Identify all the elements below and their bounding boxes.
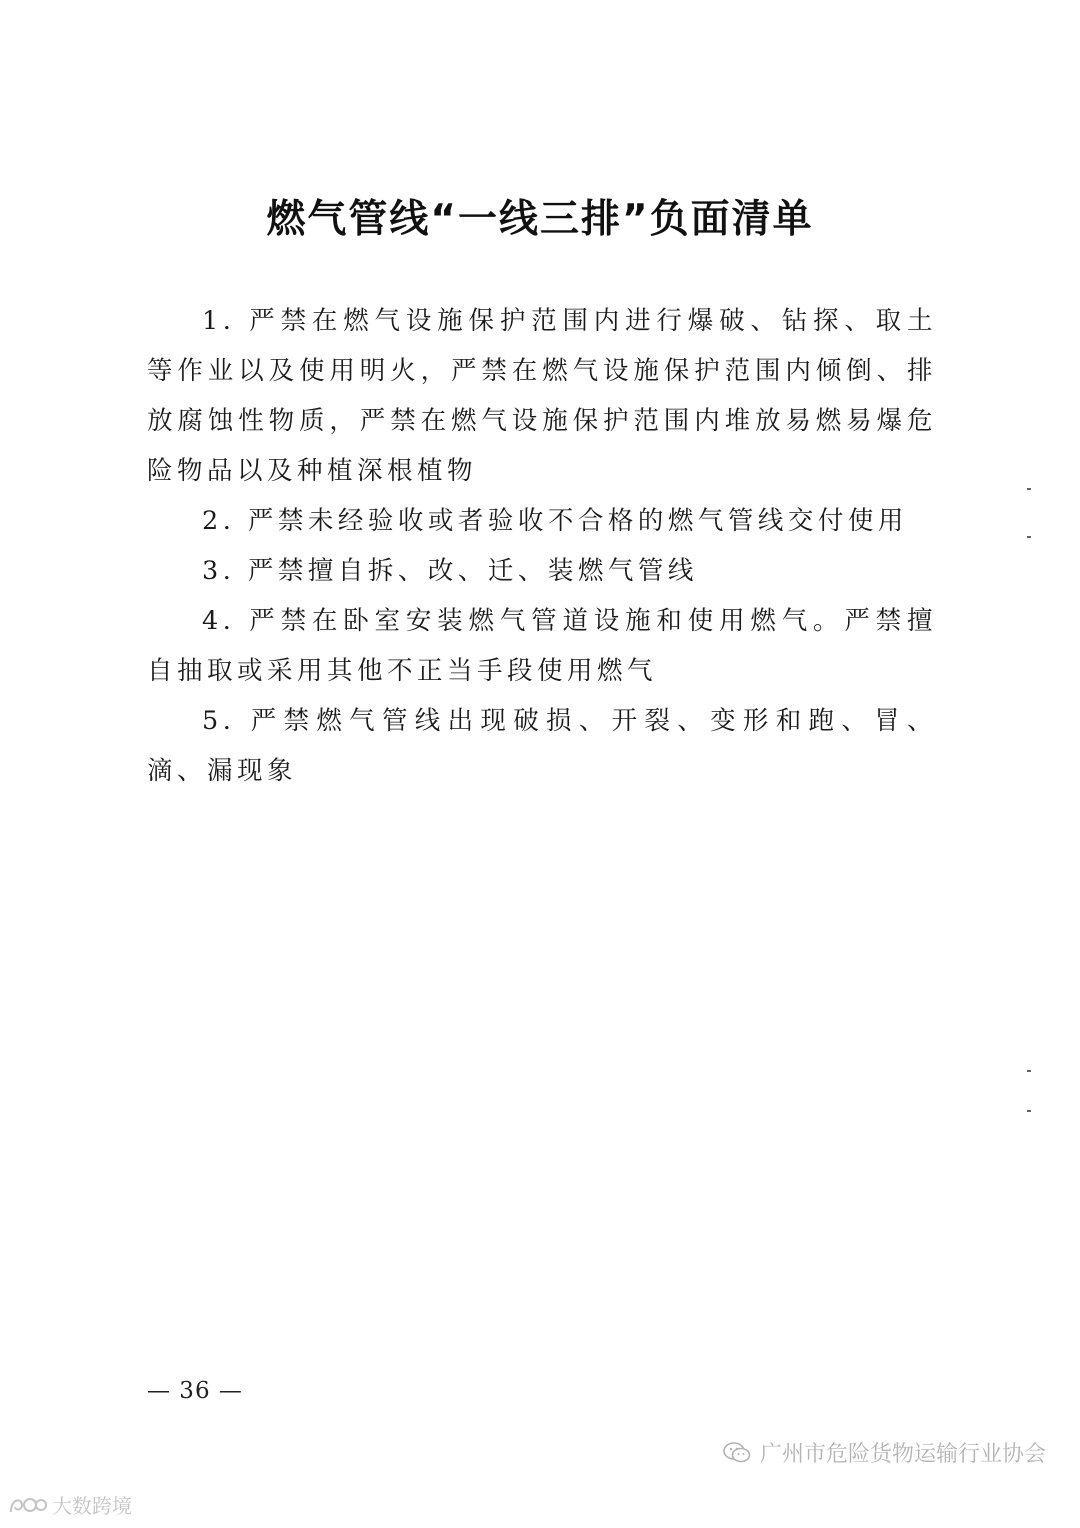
document-body [147, 296, 937, 796]
scan-mark [1027, 1110, 1031, 1112]
page-number: — 36 — [147, 1378, 243, 1404]
brand-text: 大数跨境 [52, 1494, 132, 1518]
watermark-text: 广州市危险货物运输行业协会 [759, 1442, 1046, 1467]
list-item-3: 3. 严禁擅自拆、改、迁、装燃气管线 [202, 556, 698, 586]
list-item-5: 5. 严禁燃气管线出现破损、开裂、变形和跑、冒、滴、漏现象 [147, 706, 937, 786]
list-item-1: 1. 严禁在燃气设施保护范围内进行爆破、钻探、取土等作业以及使用明火，严禁在燃气设施保护范围内倾倒、排放腐蚀性物质，严禁在燃气设施保护范围内堆放易燃易爆危险物品以及种植深根植物 [147, 306, 937, 486]
scan-mark [1027, 1070, 1031, 1072]
list-item-4: 4. 严禁在卧室安装燃气管道设施和使用燃气。严禁擅自抽取或采用其他不正当手段使用燃气 [147, 606, 937, 686]
document-title: 燃气管线“一线三排”负面清单 [266, 197, 814, 242]
scan-mark [1027, 536, 1031, 538]
wechat-icon [722, 1440, 752, 1466]
list-item-2: 2. 严禁未经验收或者验收不合格的燃气管线交付使用 [202, 506, 908, 536]
brand-logo-icon [8, 1494, 48, 1516]
scan-mark [1027, 488, 1031, 490]
brand [8, 1490, 132, 1519]
watermark [722, 1437, 1046, 1468]
